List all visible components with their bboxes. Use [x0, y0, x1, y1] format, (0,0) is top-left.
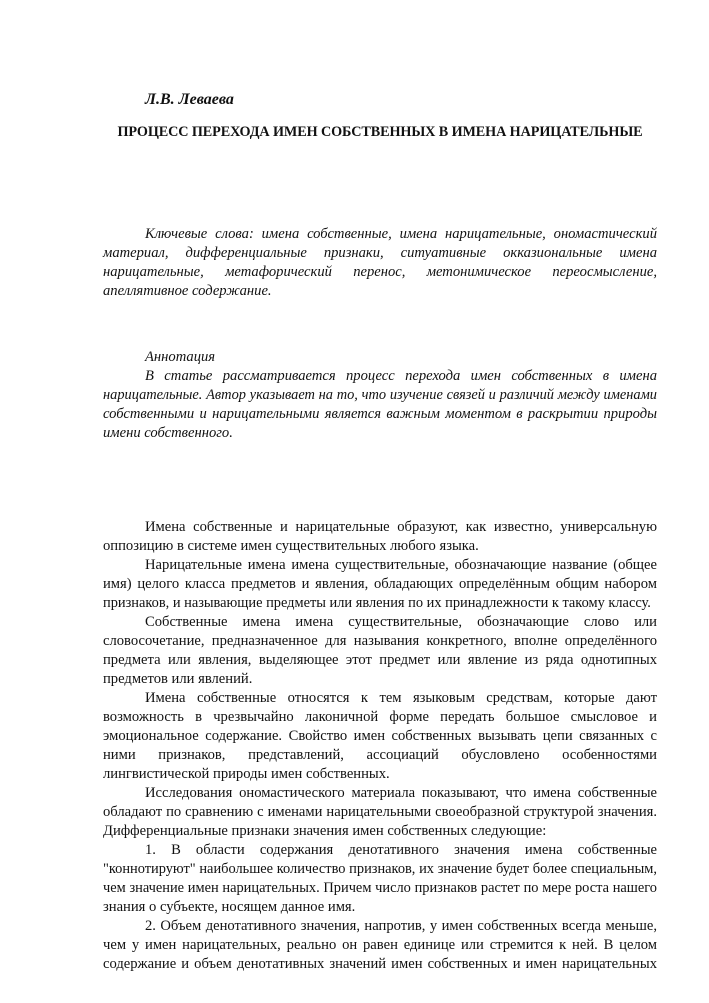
body-line: имя) целого класса предметов и явления, обладающих определённым общим набором: [103, 576, 657, 592]
body-line: лингвистической природы имен собственных.: [103, 766, 390, 782]
body-text: [103, 518, 657, 974]
body-line: эмоциональное содержание. Свойство имен собственных вызывать цепи связанных с: [103, 728, 657, 744]
keywords-line: апеллятивное содержание.: [103, 283, 272, 299]
body-line: обладают по сравнению с именами нарицательными своеобразной структурой значения.: [103, 804, 657, 820]
body-line: Имена собственные относятся к тем языковым средствам, которые дают: [145, 690, 657, 706]
annotation-line: собственными и нарицательными является важным моментом в раскрытии природы: [103, 406, 657, 422]
body-line: предмета или явления, выделяющее этот предмет или явление из ряда однотипных: [103, 652, 657, 668]
keywords-line: Ключевые слова: имена собственные, имена нарицательные, ономастический: [145, 226, 657, 242]
body-line: содержание и объем денотативных значений имен собственных и имен нарицательных: [103, 956, 657, 972]
body-line: Дифференциальные признаки значения имен собственных следующие:: [103, 823, 547, 839]
body-line: знания о субъекте, носящем данное имя.: [103, 899, 356, 915]
body-line: оппозицию в системе имен существительных любого языка.: [103, 538, 479, 554]
body-line: словосочетание, предназначенное для называния конкретного, вполне определённого: [103, 633, 657, 649]
author-name: Л.В. Леваева: [145, 91, 234, 108]
body-line: ними признаков, представлений, ассоциаций обусловлено особенностями: [103, 747, 657, 763]
annotation-heading: Аннотация: [145, 349, 216, 365]
annotation-line: имени собственного.: [103, 425, 233, 441]
keywords-line: нарицательные, метафорический перенос, метонимическое переосмысление,: [103, 264, 657, 280]
body-line: 2. Объем денотативного значения, напротив, у имен собственных всегда меньше,: [145, 918, 657, 934]
annotation-line: нарицательные. Автор указывает на то, что изучение связей и различий между именами: [103, 387, 657, 403]
body-line: чем значение имен нарицательных. Причем число признаков растет по мере роста нашего: [103, 880, 657, 896]
body-line: Нарицательные имена имена существительные, обозначающие название (общее: [145, 557, 657, 573]
annotation-section: [103, 348, 657, 443]
annotation-line: В статье рассматривается процесс перехода имен собственных в имена: [145, 368, 657, 384]
keywords-section: [103, 225, 657, 301]
body-line: Имена собственные и нарицательные образуют, как известно, универсальную: [145, 519, 657, 535]
body-line: Собственные имена имена существительные, обозначающие слово или: [145, 614, 657, 630]
article-title: ПРОЦЕСС ПЕРЕХОДА ИМЕН СОБСТВЕННЫХ В ИМЕНА НАРИЦАТЕЛЬНЫЕ: [117, 124, 643, 140]
body-line: предметов или явлений.: [103, 671, 253, 687]
body-line: Исследования ономастического материала показывают, что имена собственные: [145, 785, 657, 801]
body-line: "коннотируют" наибольшее количество признаков, их значение будет более специальным,: [103, 861, 657, 877]
body-line: чем у имен нарицательных, реально он равен единице или стремится к ней. В целом: [103, 937, 657, 953]
body-line: возможность в чрезвычайно лаконичной форме передать большое смысловое и: [103, 709, 657, 725]
body-line: признаков, и называющие предметы или явления по их принадлежности к такому классу.: [103, 595, 651, 611]
body-line: 1. В области содержания денотативного значения имена собственные: [145, 842, 657, 858]
keywords-line: материал, дифференциальные признаки, ситуативные окказиональные имена: [103, 245, 657, 261]
